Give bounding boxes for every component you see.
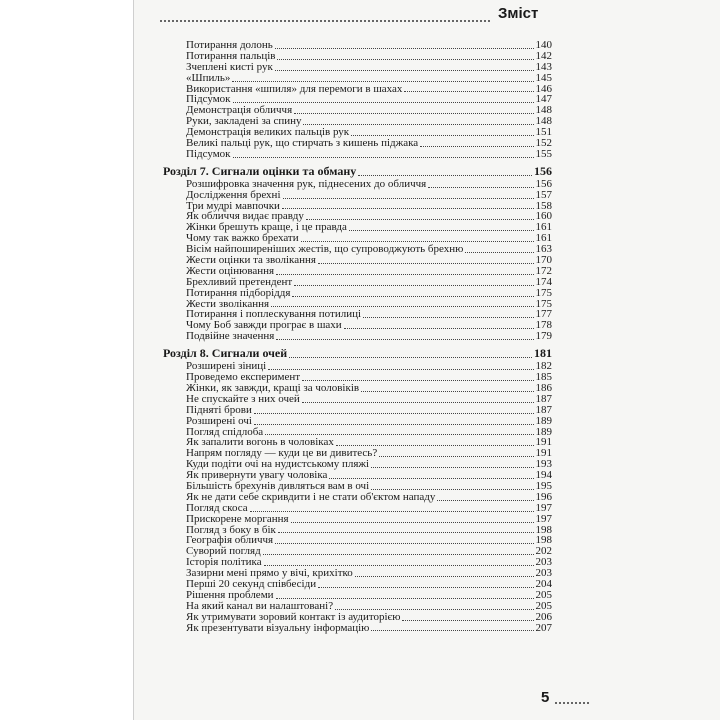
dot-leader [301,241,534,242]
toc-entry-page: 182 [535,360,552,373]
toc-entry-page: 148 [535,115,552,128]
dot-leader [289,357,532,358]
dot-leader [275,70,534,71]
page-number: 5 [541,689,550,706]
toc-entry-label: Напрям погляду — куди це ви дивитесь? [186,447,378,460]
toc-entry-page: 187 [535,403,552,416]
toc-entry-label: Не спускайте з них очей [186,392,300,405]
dot-leader [276,339,533,340]
toc-entry-page: 197 [535,512,552,525]
dot-leader [371,630,533,631]
toc-entry-label: Розширені зіниці [186,360,267,373]
toc-entry-page: 155 [535,147,552,160]
toc-entry-label: Історія політика [186,556,262,569]
toc-entry [163,612,552,623]
toc-entry-page: 174 [535,275,552,288]
toc-entry-label: Дослідження брехні [186,188,281,201]
dot-leader [318,263,534,264]
dot-leader [361,391,533,392]
toc-entry-label: Як обличчя видає правду [186,210,304,223]
toc-entry-page: 197 [535,501,552,514]
toc-entry-page: 187 [535,392,552,405]
dot-leader [250,511,534,512]
toc-entry-page: 194 [535,469,552,482]
dot-leader [302,380,533,381]
toc-entry-label: Погляд з боку в бік [186,523,276,536]
toc-entry-page: 163 [535,243,552,256]
toc-entry-label: Підняті брови [186,403,252,416]
dot-leader [428,187,533,188]
toc-entry-page: 157 [535,188,552,201]
dot-leader [402,620,533,621]
dot-leader [303,124,533,125]
toc-entry-page: 175 [535,286,552,299]
toc-entry [163,73,552,84]
toc-entry-label: Жести оцінювання [186,264,275,277]
toc-entry-page: 156 [534,163,552,178]
toc-entry-label: Як не дати себе скривдити і не стати об'єктом нападу [186,490,436,503]
toc-entry-page: 186 [535,381,552,394]
toc-entry-page: 203 [535,556,552,569]
dot-leader [276,274,533,275]
toc-entry-page: 205 [535,588,552,601]
dot-leader [363,317,533,318]
toc-entry-label: Більшість брехунів дивляться вам в очі [186,479,370,492]
dot-leader [371,489,533,490]
toc-entry-label: Жести оцінки та зволікання [186,254,316,267]
toc-entry-page: 146 [535,82,552,95]
dot-leader [292,296,533,297]
dot-leader [276,598,534,599]
dot-leader [265,434,533,435]
toc-entry-label: Брехливий претендент [186,275,293,288]
toc-entry-page: 203 [535,567,552,580]
dot-leader [404,91,533,92]
toc-entry-label: Куди подіти очі на нудистському пляжі [186,458,370,471]
toc-entry-label: Жінки, як завжди, кращі за чоловіків [186,381,360,394]
toc-entry-label: Підсумок [186,93,231,106]
toc-chapter-heading [163,346,552,360]
toc-entry-label: Суворий погляд [186,545,261,558]
toc-entry-page: 179 [535,330,552,343]
dot-leader [294,113,533,114]
toc-entry-label: Вісім найпоширеніших жестів, що супроводжують брехню [186,243,464,256]
toc-entry-page: 191 [535,436,552,449]
dot-leader [302,402,534,403]
toc-entry-label: Використання «шпиля» для перемоги в шахах [186,82,403,95]
toc-entry-page: 161 [535,232,552,245]
dot-leader [329,478,533,479]
dot-leader [275,48,534,49]
toc-entry-page: 156 [535,177,552,190]
toc-entry [163,514,552,525]
toc-entry-label: Прискорене моргання [186,512,289,525]
dot-leader [294,285,533,286]
dot-leader [465,252,533,253]
toc-entry-page: 198 [535,534,552,547]
toc-entry-page: 175 [535,297,552,310]
toc-entry-label: Жінки брешуть краще, і це правда [186,221,347,234]
toc-entry-label: Зазирни мені прямо у вічі, крихітко [186,567,353,580]
toc-entry-page: 189 [535,414,552,427]
toc-entry-page: 152 [535,137,552,150]
toc-entry-label: На який канал ви налаштовані? [186,599,334,612]
toc-entry-label: Як утримувати зоровий контакт із аудиторією [186,610,401,623]
toc-entry-page: 147 [535,93,552,106]
toc-entry [163,331,552,342]
dot-leader [254,413,534,414]
toc-entry [163,416,552,427]
dot-leader [349,230,534,231]
dot-leader [379,456,533,457]
toc-entry-label: Чому Боб завжди програє в шахи [186,319,342,332]
dot-leader [371,467,533,468]
toc-entry-page: 142 [535,49,552,62]
toc-entry-label: Як презентувати візуальну інформацію [186,621,370,634]
toc-entry-page: 161 [535,221,552,234]
toc-entry-label: Потирання долонь [186,39,273,51]
toc-entry-page: 198 [535,523,552,536]
dot-leader [318,587,533,588]
toc-entry-label: Рішення проблеми [186,588,274,601]
toc-entry-label: Проведемо експеримент [186,371,301,384]
toc-entry-page: 191 [535,447,552,460]
dot-leader [232,81,533,82]
dot-leader [233,102,534,103]
toc-entry [163,149,552,160]
toc-entry-page: 158 [535,199,552,212]
toc-entry-page: 172 [535,264,552,277]
toc-entry [163,405,552,416]
dot-leader [277,59,533,60]
toc-entry [163,601,552,612]
footer-dotted-rule [555,702,589,704]
toc-entry-page: 178 [535,319,552,332]
toc-entry-label: Потирання і поплескування потилиці [186,308,362,321]
dot-leader [358,175,532,176]
toc-entry-page: 140 [535,39,552,51]
toc-chapter-heading [163,164,552,178]
toc-entry-page: 207 [535,621,552,634]
toc-entry-label: Подвійне значення [186,330,275,343]
dot-leader [420,146,533,147]
toc-entry-label: Розшифровка значення рук, піднесених до обличчя [186,177,427,190]
toc-entry-label: Розширені очі [186,414,252,427]
toc-entry-label: Перші 20 секунд співбесіди [186,577,317,590]
toc-entry-label: Зчеплені кисті рук [186,60,273,73]
dot-leader [437,500,533,501]
dot-leader [282,208,534,209]
toc-entry-label: Демонстрація великих пальців рук [186,126,350,139]
dot-leader [271,306,533,307]
dot-leader [263,554,534,555]
dot-leader [336,445,534,446]
toc-entry [163,190,552,201]
toc-entry-label: Погляд скоса [186,501,248,514]
dot-leader [254,424,534,425]
toc-entry-page: 204 [535,577,552,590]
toc-entry-label: Розділ 7. Сигнали оцінки та обману [163,163,357,178]
toc-entry-label: Розділ 8. Сигнали очей [163,346,288,361]
toc-entry-label: Потирання підборіддя [186,286,291,299]
running-header-title: Зміст [498,5,539,22]
dot-leader [335,609,533,610]
toc-entry-label: Як привернути увагу чоловіка [186,469,328,482]
dot-leader [306,219,534,220]
dot-leader [264,565,534,566]
toc-entry [163,288,552,299]
toc-entry-page: 196 [535,490,552,503]
toc-entry-label: Географія обличчя [186,534,274,547]
dot-leader [275,543,533,544]
toc-entry-page: 170 [535,254,552,267]
toc-entry [163,503,552,514]
toc-entry-page: 181 [534,346,552,361]
toc-entry [163,623,552,634]
toc-entry-page: 145 [535,71,552,84]
toc-entry-page: 206 [535,610,552,623]
toc-entry-page: 195 [535,479,552,492]
toc-entry-page: 177 [535,308,552,321]
toc-entry-label: «Шпиль» [186,71,231,84]
table-of-contents [163,40,552,633]
toc-entry-label: Великі пальці рук, що стирчать з кишень піджака [186,137,419,150]
toc-entry-page: 160 [535,210,552,223]
dot-leader [233,157,534,158]
toc-entry-page: 143 [535,60,552,73]
toc-entry-label: Чому так важко брехати [186,232,299,245]
toc-entry-page: 205 [535,599,552,612]
toc-entry-label: Підсумок [186,147,231,160]
header-dotted-rule [160,20,490,22]
toc-entry-page: 151 [535,126,552,139]
toc-entry-label: Погляд спідлоба [186,425,264,438]
dot-leader [283,198,534,199]
dot-leader [291,522,534,523]
toc-entry-label: Три мудрі мавпочки [186,199,280,212]
toc-entry-page: 185 [535,371,552,384]
toc-entry-label: Потирання пальців [186,49,276,62]
toc-entry-page: 189 [535,425,552,438]
dot-leader [351,135,533,136]
toc-entry-page: 193 [535,458,552,471]
dot-leader [278,532,534,533]
dot-leader [268,369,533,370]
dot-leader [355,576,534,577]
toc-entry-label: Демонстрація обличчя [186,104,293,117]
toc-entry-page: 148 [535,104,552,117]
dot-leader [344,328,534,329]
toc-entry-label: Руки, закладені за спину [186,115,302,128]
toc-entry-label: Як запалити вогонь в чоловіках [186,436,334,449]
toc-entry-label: Жести зволікання [186,297,270,310]
toc-entry-page: 202 [535,545,552,558]
